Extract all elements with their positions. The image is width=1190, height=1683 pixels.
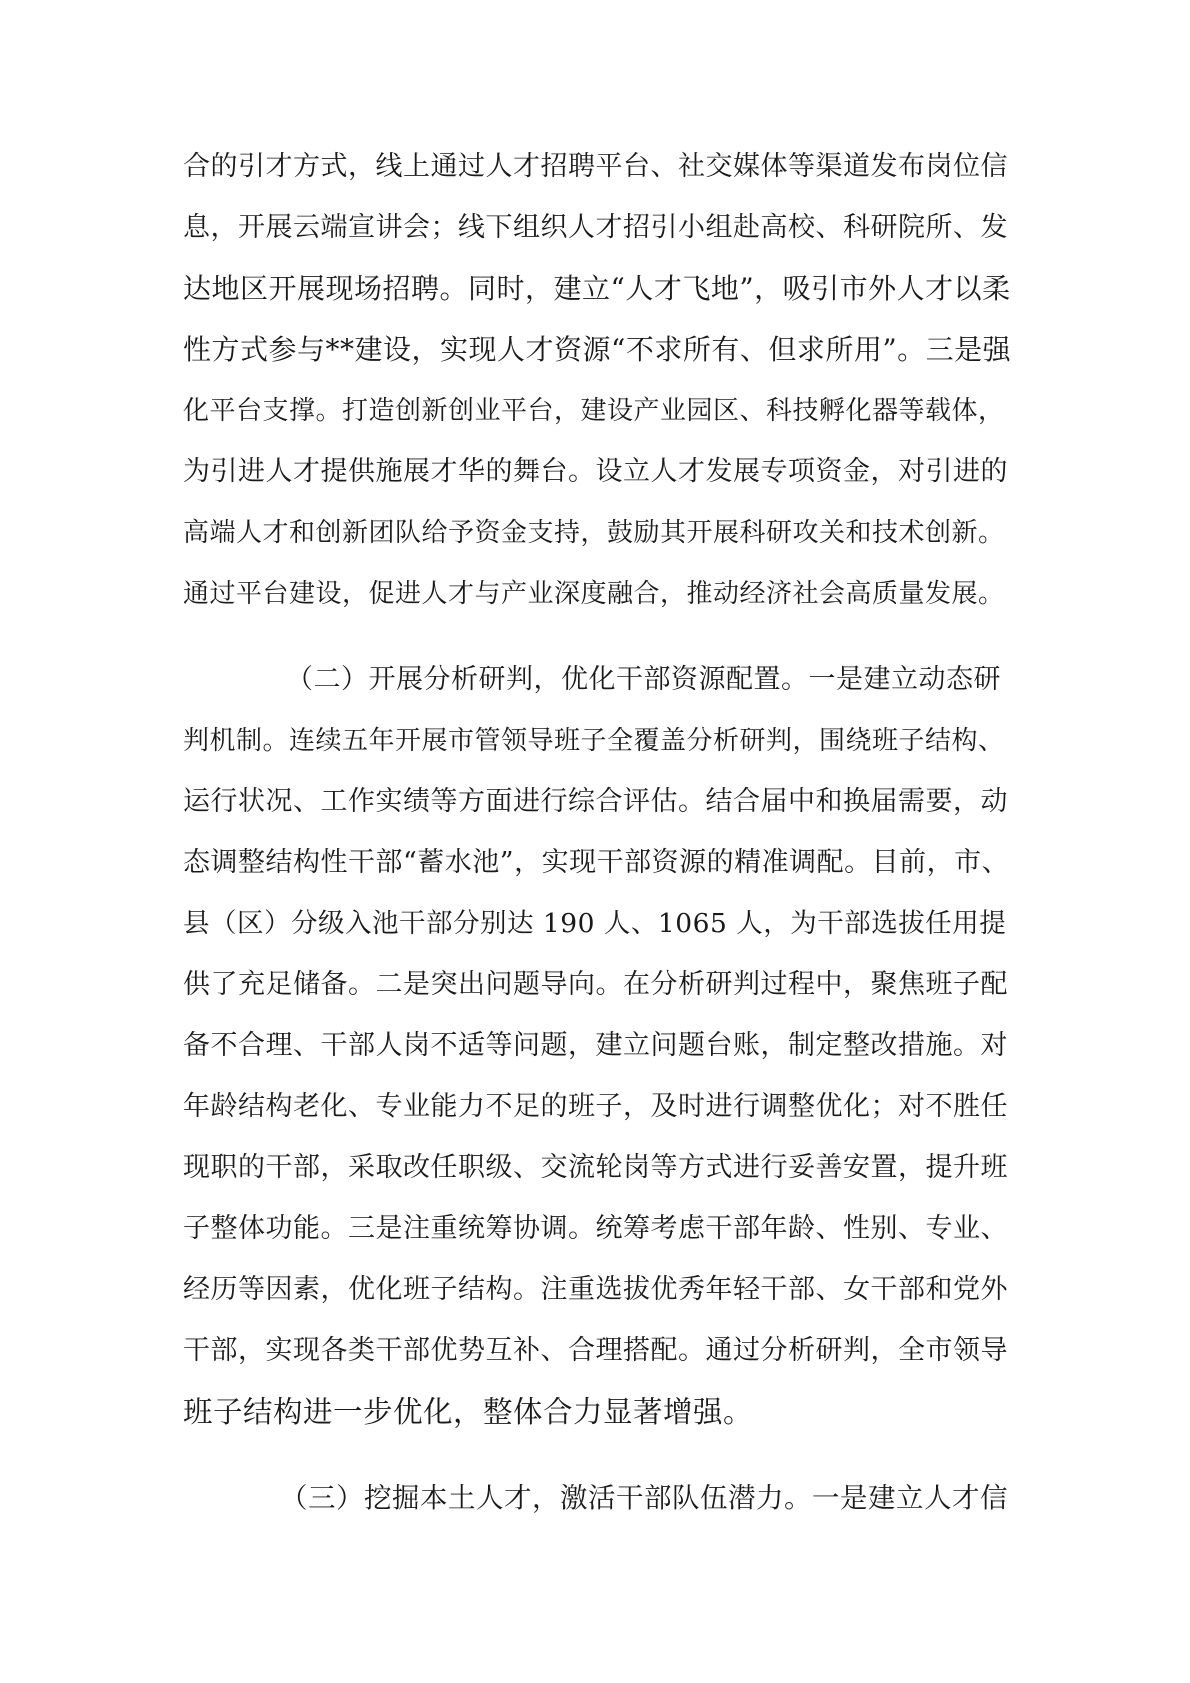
text-line: 为引进人才提供施展才华的舞台。设立人才发展专项资金，对引进的 — [183, 456, 1008, 487]
text-line: 性方式参与**建设，实现人才资源“不求所有、但求所用”。三是强 — [183, 333, 1012, 366]
text-line: 运行状况、工作实绩等方面进行综合评估。结合届中和换届需要，动 — [183, 786, 1008, 817]
text-line: 通过平台建设，促进人才与产业深度融合，推动经济社会高质量发展。 — [183, 579, 1005, 609]
text-line: 现职的干部，采取改任职级、交流轮岗等方式进行妥善安置，提升班 — [183, 1152, 1008, 1183]
text-line: 息，开展云端宣讲会；线下组织人才招引小组赴高校、科研院所、发 — [183, 212, 1008, 243]
text-line: 子整体功能。三是注重统筹协调。统筹考虑干部年龄、性别、专业、 — [183, 1213, 1008, 1244]
text-line: 达地区开展现场招聘。同时，建立“人才飞地”，吸引市外人才以柔 — [183, 272, 1011, 305]
section-heading-line: （三）挖掘本土人才，激活干部队伍潜力。一是建立人才信 — [280, 1482, 1008, 1514]
text-line: 经历等因素，优化班子结构。注重选拔优秀年轻干部、女干部和党外 — [183, 1274, 1008, 1305]
text-line: 干部，实现各类干部优势互补、合理搭配。通过分析研判，全市领导 — [183, 1335, 1008, 1366]
text-line: 态调整结构性干部“蓄水池”，实现干部资源的精准调配。目前，市、 — [183, 847, 1010, 878]
text-line: 班子结构进一步优化，整体合力显著增强。 — [183, 1395, 754, 1429]
text-line: 县（区）分级入池干部分别达 190 人、1065 人，为干部选拔任用提 — [183, 908, 1007, 939]
text-line: 备不合理、干部人岗不适等问题，建立问题台账，制定整改措施。对 — [183, 1030, 1008, 1061]
text-line: 合的引才方式，线上通过人才招聘平台、社交媒体等渠道发布岗位信 — [183, 151, 1008, 182]
text-line: 年龄结构老化、专业能力不足的班子，及时进行调整优化；对不胜任 — [183, 1091, 1008, 1122]
text-line: 供了充足储备。二是突出问题导向。在分析研判过程中，聚焦班子配 — [183, 969, 1008, 1000]
text-line: 判机制。连续五年开展市管领导班子全覆盖分析研判，围绕班子结构、 — [183, 726, 1005, 756]
text-line: 化平台支撑。打造创新创业平台，建设产业园区、科技孵化器等载体， — [183, 396, 1005, 426]
text-line: 高端人才和创新团队给予资金支持，鼓励其开展科研攻关和技术创新。 — [183, 518, 1005, 548]
section-heading-line: （二）开展分析研判，优化干部资源配置。一是建立动态研 — [286, 664, 1001, 695]
